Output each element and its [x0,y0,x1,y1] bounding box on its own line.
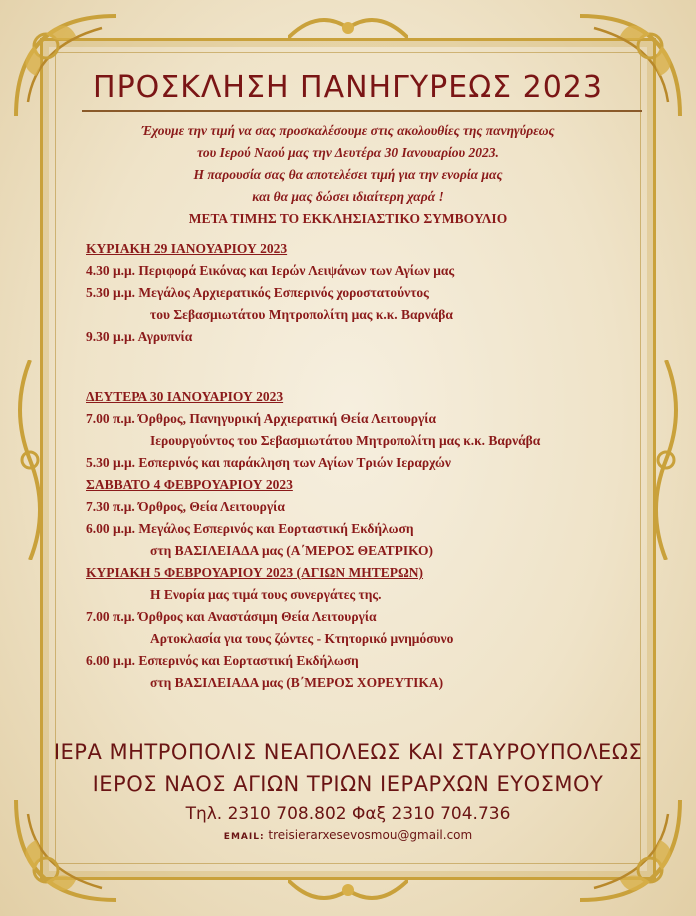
day-block-sunday-feb-5 [86,562,656,694]
corner-ornament-icon [6,6,126,126]
schedule-line: 5.30 μ.μ. Εσπερινός και παράκληση των Αγίων Τριών Ιεραρχών [86,455,451,470]
schedule-line: του Σεβασμιωτάτου Μητροπολίτη μας κ.κ. Βαρνάβα [150,307,453,322]
schedule-line: 6.00 μ.μ. Εσπερινός και Εορταστική Εκδήλωση [86,653,359,668]
bottom-scroll-ornament-icon [288,870,408,910]
schedule-line: 7.00 π.μ. Όρθρος και Αναστάσιμη Θεία Λειτουργία [86,609,377,624]
day-header: ΚΥΡΙΑΚΗ 5 ΦΕΒΡΟΥΑΡΙΟΥ 2023 (ΑΓΙΩΝ ΜΗΤΕΡΩΝ) [86,565,424,580]
day-block-sunday-jan-29 [86,238,656,348]
email-label: EMAIL: [223,832,265,842]
intro-line: του Ιερού Ναού μας την Δευτέρα 30 Ιανουαρίου 2023. [197,145,499,160]
schedule-line: στη ΒΑΣΙΛΕΙΑΔΑ μας (Α΄ΜΕΡΟΣ ΘΕΑΤΡΙΚΟ) [150,543,434,558]
schedule-line: 6.00 μ.μ. Μεγάλος Εσπερινός και Εορταστική Εκδήλωση [86,521,414,536]
page-title: ΠΡΟΣΚΛΗΣΗ ΠΑΝΗΓΥΡΕΩΣ 2023 [93,70,603,105]
day-block-monday-jan-30 [86,386,656,474]
schedule-line: 7.30 π.μ. Όρθρος, Θεία Λειτουργία [86,499,285,514]
intro-line: και θα μας δώσει ιδιαίτερη χαρά ! [252,189,444,204]
schedule-line: 5.30 μ.μ. Μεγάλος Αρχιερατικός Εσπερινός χοροστατούντος [86,285,429,300]
committee-signature: ΜΕΤΑ ΤΙΜΗΣ ΤΟ ΕΚΚΛΗΣΙΑΣΤΙΚΟ ΣΥΜΒΟΥΛΙΟ [188,211,508,226]
schedule-line: Η Ενορία μας τιμά τους συνεργάτες της. [150,587,382,602]
email-address[interactable]: treisierarxesevosmou@gmail.com [268,828,473,842]
top-scroll-ornament-icon [288,8,408,48]
schedule-line: 7.00 π.μ. Όρθρος, Πανηγυρική Αρχιερατική Θεία Λειτουργία [86,411,436,426]
contact-phone-fax: Τηλ. 2310 708.802 Φαξ 2310 704.736 [185,804,511,824]
schedule-line: 9.30 μ.μ. Αγρυπνία [86,329,193,344]
intro-line: Η παρουσία σας θα αποτελέσει τιμή για την ενορία μας [193,167,503,182]
church-name: ΙΕΡΟΣ ΝΑΟΣ ΑΓΙΩΝ ΤΡΙΩΝ ΙΕΡΑΡΧΩΝ ΕΥΟΣΜΟΥ [92,772,604,796]
intro-line: Έχουμε την τιμή να σας προσκαλέσουμε στις ακολουθίες της πανηγύρεως [141,123,555,138]
day-header: ΣΑΒΒΑΤΟ 4 ΦΕΒΡΟΥΑΡΙΟΥ 2023 [86,477,293,492]
schedule-line: 4.30 μ.μ. Περιφορά Εικόνας και Ιερών Λειψάνων των Αγίων μας [86,263,455,278]
corner-ornament-icon [570,6,690,126]
schedule-line: Ιερουργούντος του Σεβασμιωτάτου Μητροπολίτη μας κ.κ. Βαρνάβα [150,433,541,448]
title-divider [82,110,642,112]
contact-email [0,828,696,842]
day-header: ΔΕΥΤΕΡΑ 30 ΙΑΝΟΥΑΡΙΟΥ 2023 [86,389,284,404]
invitation-text [60,120,636,230]
metropolis-name: ΙΕΡΑ ΜΗΤΡΟΠΟΛΙΣ ΝΕΑΠΟΛΕΩΣ ΚΑΙ ΣΤΑΥΡΟΥΠΟΛΕΩΣ [53,740,643,764]
day-header: ΚΥΡΙΑΚΗ 29 ΙΑΝΟΥΑΡΙΟΥ 2023 [86,241,288,256]
schedule-line: στη ΒΑΣΙΛΕΙΑΔΑ μας (Β΄ΜΕΡΟΣ ΧΟΡΕΥΤΙΚΑ) [150,675,444,690]
schedule-line: Αρτοκλασία για τους ζώντες - Κτητορικό μνημόσυνο [150,631,454,646]
side-scroll-ornament-icon [10,360,50,560]
day-block-saturday-feb-4 [86,474,656,562]
